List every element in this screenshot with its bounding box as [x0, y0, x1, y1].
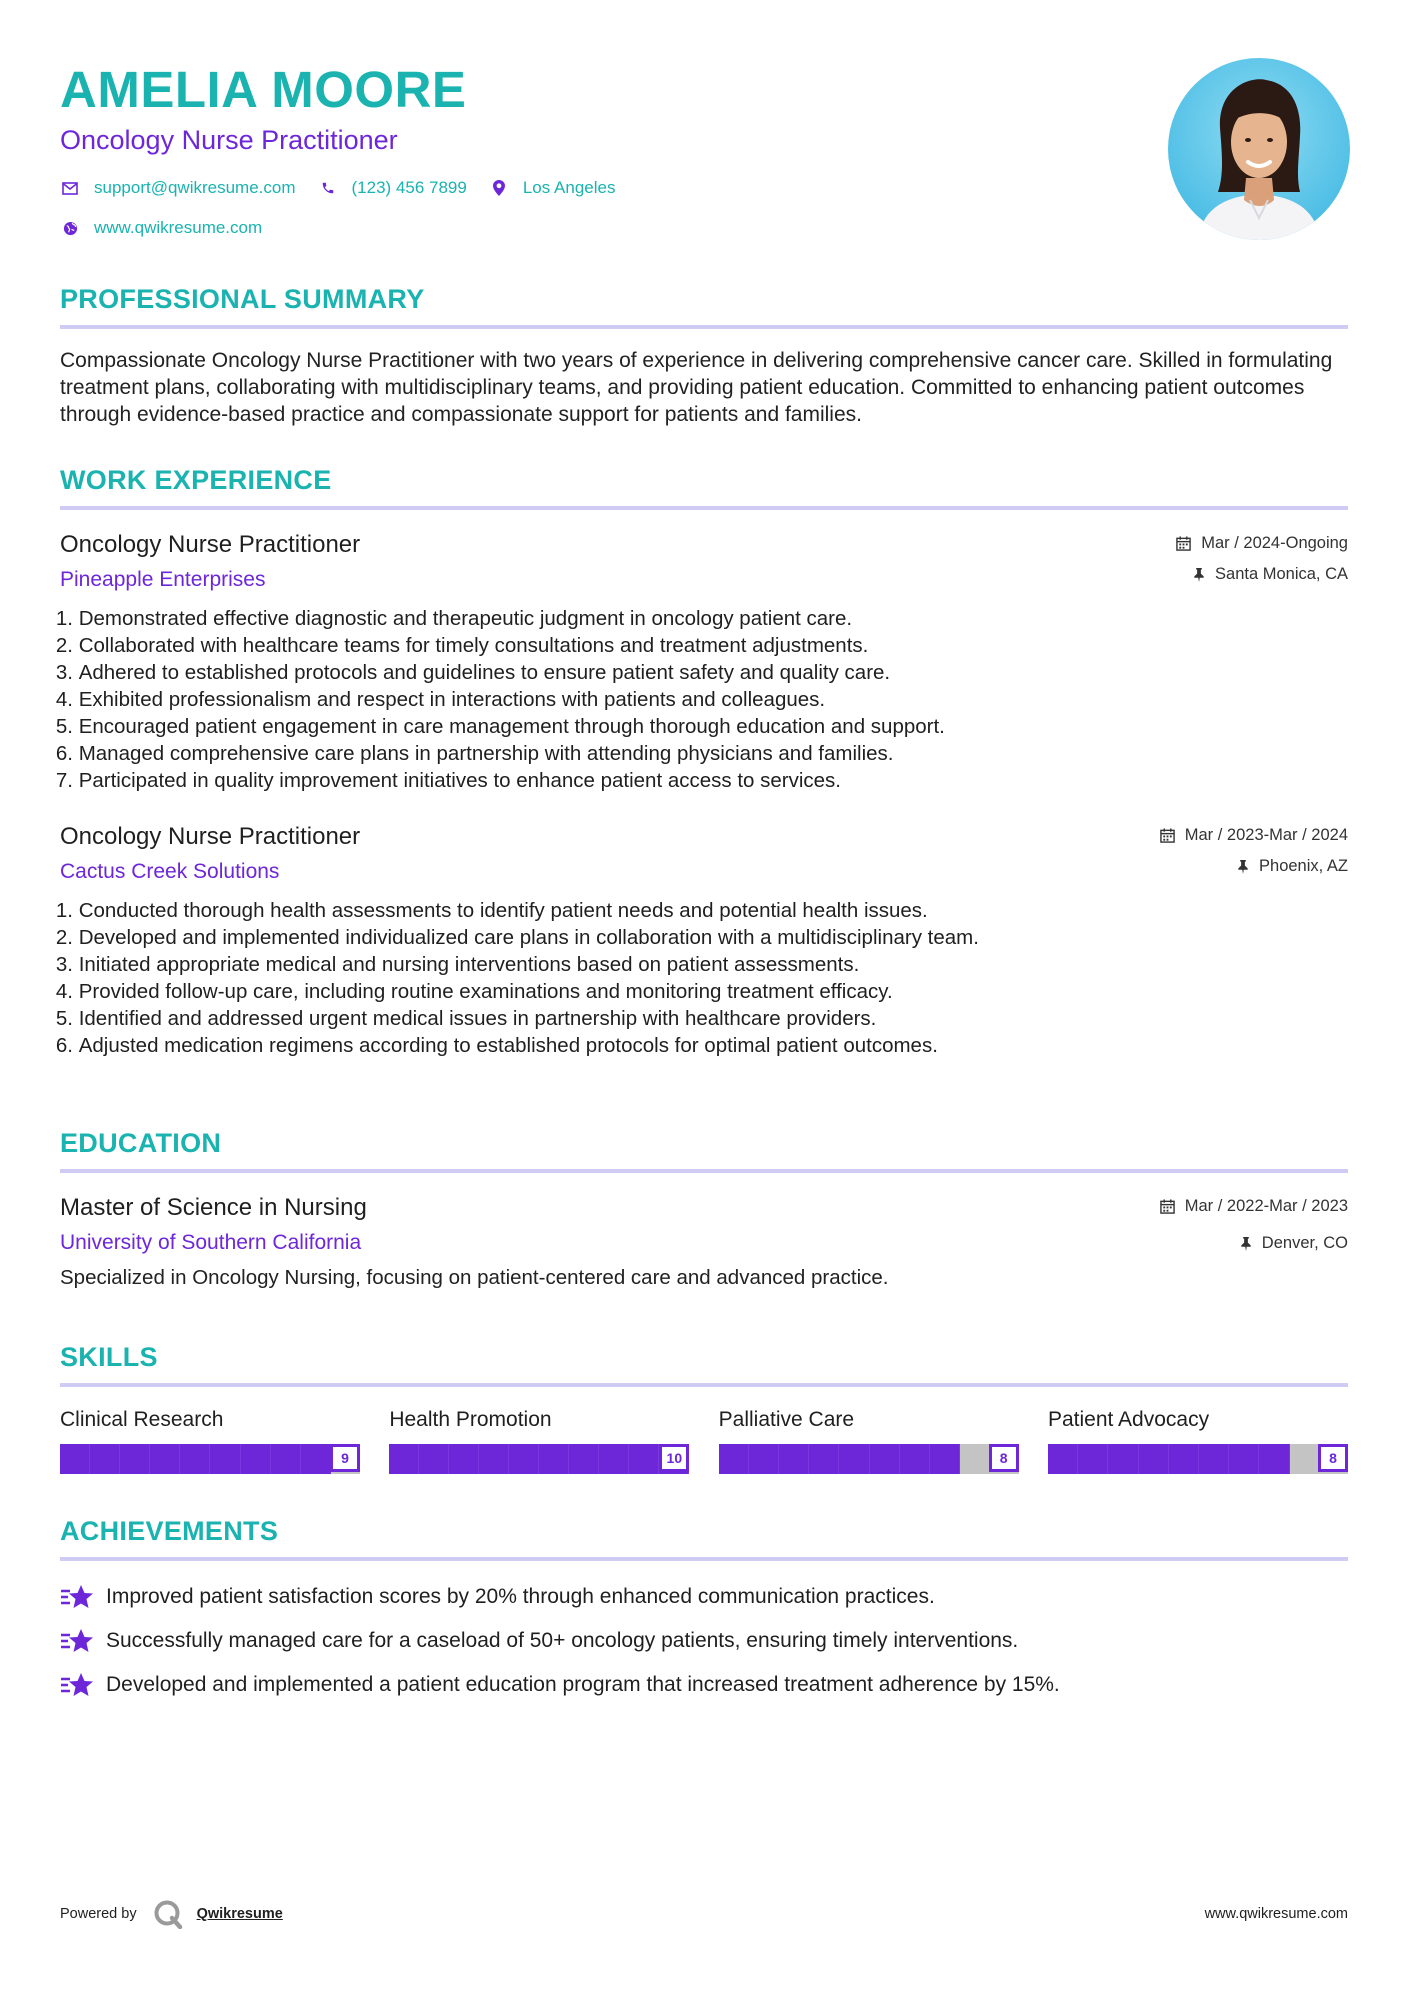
skill-segment-filled [900, 1444, 930, 1474]
skill-segment-filled [479, 1444, 509, 1474]
list-item: 1. Conducted thorough health assessments to identify patient needs and potential health issues. [55, 899, 928, 922]
skill-item [389, 1407, 689, 1474]
education-section [60, 1127, 1348, 1291]
envelope-icon [60, 178, 80, 198]
skill-segment-empty [960, 1444, 989, 1474]
contact-location [489, 178, 616, 198]
skill-segment-filled [241, 1444, 271, 1474]
skill-segment-filled [1108, 1444, 1138, 1474]
calendar-icon [1176, 536, 1191, 551]
skill-segment-filled [1048, 1444, 1078, 1474]
skill-level-badge: 10 [659, 1444, 689, 1472]
skill-segment-filled [1169, 1444, 1199, 1474]
skill-segment-filled [599, 1444, 629, 1474]
skill-segment-filled [809, 1444, 839, 1474]
job-company: Pineapple Enterprises [60, 568, 266, 591]
skill-name: Clinical Research [60, 1408, 224, 1431]
skill-name: Health Promotion [389, 1408, 552, 1431]
qwikresume-logo-icon [153, 1899, 183, 1929]
skill-item [1048, 1407, 1348, 1474]
summary-title: PROFESSIONAL SUMMARY [60, 284, 425, 314]
skill-meter [60, 1444, 360, 1474]
list-item: 4. Provided follow-up care, including routine examinations and monitoring treatment efficacy. [55, 980, 893, 1003]
resume-header [60, 60, 1150, 238]
skill-segment-filled [180, 1444, 210, 1474]
education-entry [60, 1193, 1348, 1291]
education-title: EDUCATION [60, 1128, 222, 1158]
experience-title: WORK EXPERIENCE [60, 465, 332, 495]
skill-segment-filled [749, 1444, 779, 1474]
section-divider [60, 325, 1348, 329]
skill-segment-filled [930, 1444, 960, 1474]
achievements-list [60, 1575, 1348, 1707]
pushpin-icon [1240, 1236, 1252, 1251]
skill-segment-filled [539, 1444, 569, 1474]
skill-segment-filled [271, 1444, 301, 1474]
page-footer [60, 1898, 1348, 1930]
job-meta [1160, 824, 1348, 877]
job-title: Oncology Nurse Practitioner [60, 531, 361, 558]
skill-segment-filled [569, 1444, 599, 1474]
skills-row [60, 1407, 1348, 1474]
skill-segment-filled [1078, 1444, 1108, 1474]
calendar-icon [1160, 1199, 1175, 1214]
skill-segment-filled [210, 1444, 240, 1474]
skill-segment-filled [1199, 1444, 1229, 1474]
powered-by-label: Powered by [60, 1906, 137, 1922]
education-description: Specialized in Oncology Nursing, focusing on patient-centered care and advanced practice. [60, 1266, 889, 1289]
section-divider [60, 506, 1348, 510]
education-meta [1160, 1195, 1348, 1254]
skill-segment-filled [90, 1444, 120, 1474]
job-title: Oncology Nurse Practitioner [60, 823, 361, 850]
contact-website[interactable] [60, 218, 262, 238]
footer-website[interactable]: www.qwikresume.com [1204, 1906, 1348, 1922]
skill-segment-filled [870, 1444, 900, 1474]
list-item: 6. Managed comprehensive care plans in partnership with attending physicians and families. [55, 742, 894, 765]
star-icon [60, 1626, 94, 1656]
list-item: 2. Developed and implemented individualized care plans in collaboration with a multidisciplinary team. [55, 926, 979, 949]
skills-section [60, 1341, 1348, 1474]
map-pin-icon [489, 178, 509, 198]
skill-segment-filled [150, 1444, 180, 1474]
skill-segment-empty [1290, 1444, 1319, 1474]
profile-photo [1168, 58, 1350, 240]
skill-name: Patient Advocacy [1047, 1408, 1210, 1431]
skill-segment-filled [301, 1444, 331, 1474]
email-text: support@qwikresume.com [94, 178, 296, 197]
achievements-section [60, 1515, 1348, 1707]
job-bullets [55, 605, 1348, 794]
list-item: 5. Identified and addressed urgent medical issues in partnership with healthcare providers. [55, 1007, 877, 1030]
job-dates: Mar / 2023-Mar / 2024 [1184, 825, 1348, 844]
candidate-name: AMELIA MOORE [60, 61, 467, 118]
summary-section [60, 283, 1348, 428]
skill-segment-filled [389, 1444, 419, 1474]
experience-section [55, 464, 1348, 1059]
education-location: Denver, CO [1261, 1233, 1348, 1252]
job-bullets [55, 897, 1348, 1059]
list-item: 1. Demonstrated effective diagnostic and therapeutic judgment in oncology patient care. [55, 607, 853, 630]
pushpin-icon [1237, 859, 1249, 874]
globe-icon [60, 218, 80, 238]
list-item: 4. Exhibited professionalism and respect in interactions with patients and colleagues. [55, 688, 826, 711]
candidate-role: Oncology Nurse Practitioner [60, 125, 398, 155]
skill-item [719, 1407, 1019, 1474]
skill-level-badge: 8 [1318, 1444, 1348, 1472]
achievements-title: ACHIEVEMENTS [60, 1516, 279, 1546]
skill-segment-filled [419, 1444, 449, 1474]
summary-text: Compassionate Oncology Nurse Practitioner with two years of experience in delivering comprehensive cancer care. Skilled in formulating treatment plans, collaborating with multidisciplinary teams, and providing patient education. Committed to enhancing patient outcomes through evidence-based practice and compassionate support for patients and families. [60, 349, 1333, 426]
skill-segment-filled [449, 1444, 479, 1474]
job-meta [1176, 532, 1348, 585]
section-divider [60, 1383, 1348, 1387]
contact-phone[interactable] [318, 178, 467, 198]
list-item: Successfully managed care for a caseload of 50+ oncology patients, ensuring timely interventions. [60, 1619, 1348, 1663]
star-icon [60, 1670, 94, 1700]
skill-name: Palliative Care [718, 1408, 855, 1431]
location-text: Los Angeles [522, 178, 616, 197]
pushpin-icon [1193, 567, 1205, 582]
phone-icon [318, 178, 338, 198]
qwikresume-link[interactable]: Qwikresume [196, 1906, 283, 1922]
job-entry [55, 530, 1348, 794]
skill-segment-filled [1229, 1444, 1259, 1474]
list-item: 3. Initiated appropriate medical and nursing interventions based on patient assessments. [55, 953, 860, 976]
calendar-icon [1160, 828, 1175, 843]
list-item: 2. Collaborated with healthcare teams for timely consultations and treatment adjustments. [55, 634, 869, 657]
job-location: Santa Monica, CA [1215, 564, 1348, 583]
job-company: Cactus Creek Solutions [60, 860, 280, 883]
list-item: Improved patient satisfaction scores by 20% through enhanced communication practices. [60, 1575, 1348, 1619]
skill-segment-filled [779, 1444, 809, 1474]
list-item: 5. Encouraged patient engagement in care management through thorough education and support. [55, 715, 945, 738]
skill-segment-filled [60, 1444, 90, 1474]
section-divider [60, 1557, 1348, 1561]
contact-row [60, 178, 1150, 198]
section-divider [60, 1169, 1348, 1173]
skill-item [60, 1407, 360, 1474]
job-location: Phoenix, AZ [1259, 856, 1348, 875]
degree-title: Master of Science in Nursing [60, 1194, 367, 1221]
list-item: 3. Adhered to established protocols and guidelines to ensure patient safety and quality care. [55, 661, 891, 684]
skill-meter [719, 1444, 1019, 1474]
education-dates: Mar / 2022-Mar / 2023 [1184, 1196, 1348, 1215]
list-item: 7. Participated in quality improvement initiatives to enhance patient access to services. [55, 769, 842, 792]
skill-segment-filled [719, 1444, 749, 1474]
job-dates: Mar / 2024-Ongoing [1201, 533, 1348, 552]
list-item: Developed and implemented a patient education program that increased treatment adherence by 15%. [60, 1663, 1348, 1707]
contact-row-2 [60, 218, 1150, 238]
school-name: University of Southern California [60, 1231, 362, 1254]
contact-email[interactable] [60, 178, 296, 198]
skill-segment-filled [1139, 1444, 1169, 1474]
skill-segment-filled [1259, 1444, 1289, 1474]
skill-segment-filled [509, 1444, 539, 1474]
job-entry [55, 822, 1348, 1059]
website-text: www.qwikresume.com [94, 218, 263, 237]
skill-level-badge: 9 [330, 1444, 360, 1472]
list-item: 6. Adjusted medication regimens according to established protocols for optimal patient outcomes. [55, 1034, 938, 1057]
skill-meter [1048, 1444, 1348, 1474]
skills-title: SKILLS [60, 1342, 158, 1372]
skill-meter [389, 1444, 689, 1474]
star-icon [60, 1582, 94, 1612]
skill-level-badge: 8 [989, 1444, 1019, 1472]
skill-segment-filled [629, 1444, 659, 1474]
skill-segment-filled [120, 1444, 150, 1474]
skill-segment-filled [839, 1444, 869, 1474]
phone-text: (123) 456 7899 [351, 178, 467, 197]
